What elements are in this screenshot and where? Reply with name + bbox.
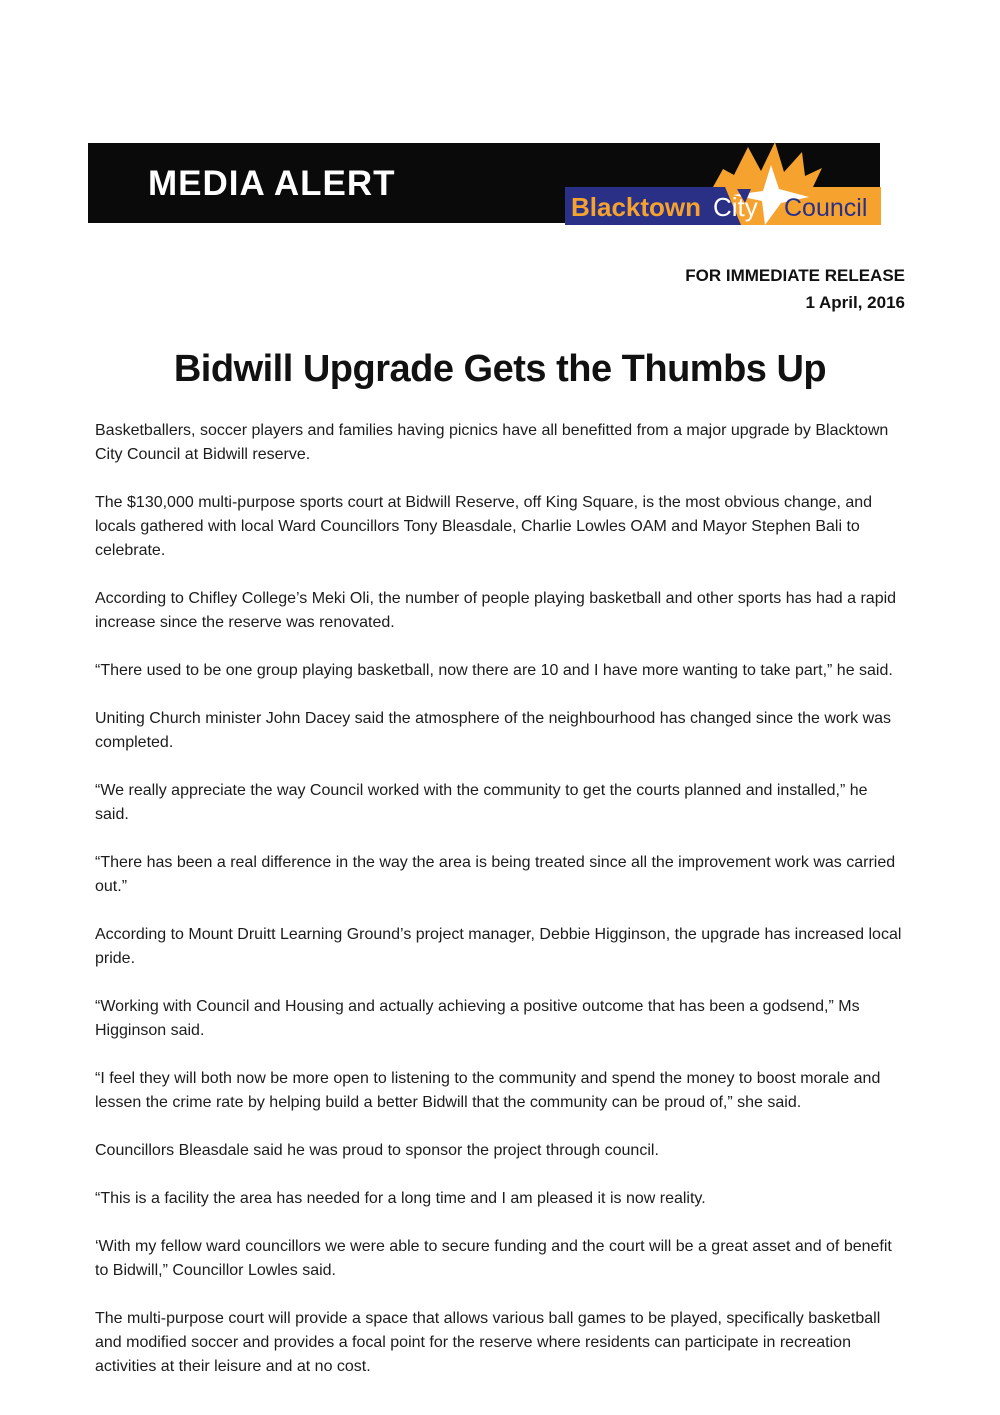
body-copy: [95, 419, 905, 1379]
release-info: [95, 262, 905, 316]
body-paragraph: According to Mount Druitt Learning Ground’s project manager, Debbie Higginson, the upgrade has increased local pride.: [95, 926, 902, 967]
headline: Bidwill Upgrade Gets the Thumbs Up: [173, 348, 827, 390]
logo-word-council: Council: [784, 194, 868, 222]
logo-word-blacktown: Blacktown: [571, 192, 702, 222]
release-date: 1 April, 2016: [805, 293, 905, 312]
body-paragraph: Uniting Church minister John Dacey said the atmosphere of the neighbourhood has changed since the work was completed.: [95, 710, 892, 751]
body-paragraph: The $130,000 multi-purpose sports court at Bidwill Reserve, off King Square, is the most obvious change, and locals gathered with local Ward Councillors Tony Bleasdale, Charlie Lowles OAM and Mayor Stephen Bali to celebrate.: [95, 494, 873, 559]
body-paragraph: “We really appreciate the way Council worked with the community to get the courts planned and installed,” he said.: [95, 782, 868, 823]
body-paragraph: ‘With my fellow ward councillors we were able to secure funding and the court will be a great asset and of benefit to Bidwill,” Councillor Lowles said.: [95, 1238, 892, 1279]
banner-title: MEDIA ALERT: [148, 164, 396, 203]
body-paragraph: “Working with Council and Housing and actually achieving a positive outcome that has been a godsend,” Ms Higginson said.: [95, 998, 860, 1039]
logo-word-city: City: [713, 192, 758, 222]
body-paragraph: “There has been a real difference in the way the area is being treated since all the improvement work was carried out.”: [95, 854, 896, 895]
body-paragraph: According to Chifley College’s Meki Oli, the number of people playing basketball and other sports has had a rapid increase since the reserve was renovated.: [95, 590, 897, 631]
body-paragraph: “There used to be one group playing basketball, now there are 10 and I have more wanting to take part,” he said.: [95, 662, 893, 679]
body-paragraph: Councillors Bleasdale said he was proud to sponsor the project through council.: [95, 1142, 659, 1159]
release-line-immediate: FOR IMMEDIATE RELEASE: [685, 266, 905, 285]
media-alert-banner: [88, 143, 880, 223]
body-paragraph: The multi-purpose court will provide a space that allows various ball games to be played, specifically basketball and modified soccer and provides a focal point for the reserve where residents can participate in recreation activities at their leisure and at no cost.: [95, 1310, 881, 1375]
body-paragraph: Basketballers, soccer players and families having picnics have all benefitted from a major upgrade by Blacktown City Council at Bidwill reserve.: [95, 422, 889, 463]
body-paragraph: “This is a facility the area has needed for a long time and I am pleased it is now reality.: [95, 1190, 706, 1207]
body-paragraph: “I feel they will both now be more open to listening to the community and spend the money to boost morale and lessen the crime rate by helping build a better Bidwill that the community can be proud of,” she said.: [95, 1070, 881, 1111]
blacktown-city-council-logo: [565, 139, 881, 225]
document-body: [95, 262, 905, 1403]
